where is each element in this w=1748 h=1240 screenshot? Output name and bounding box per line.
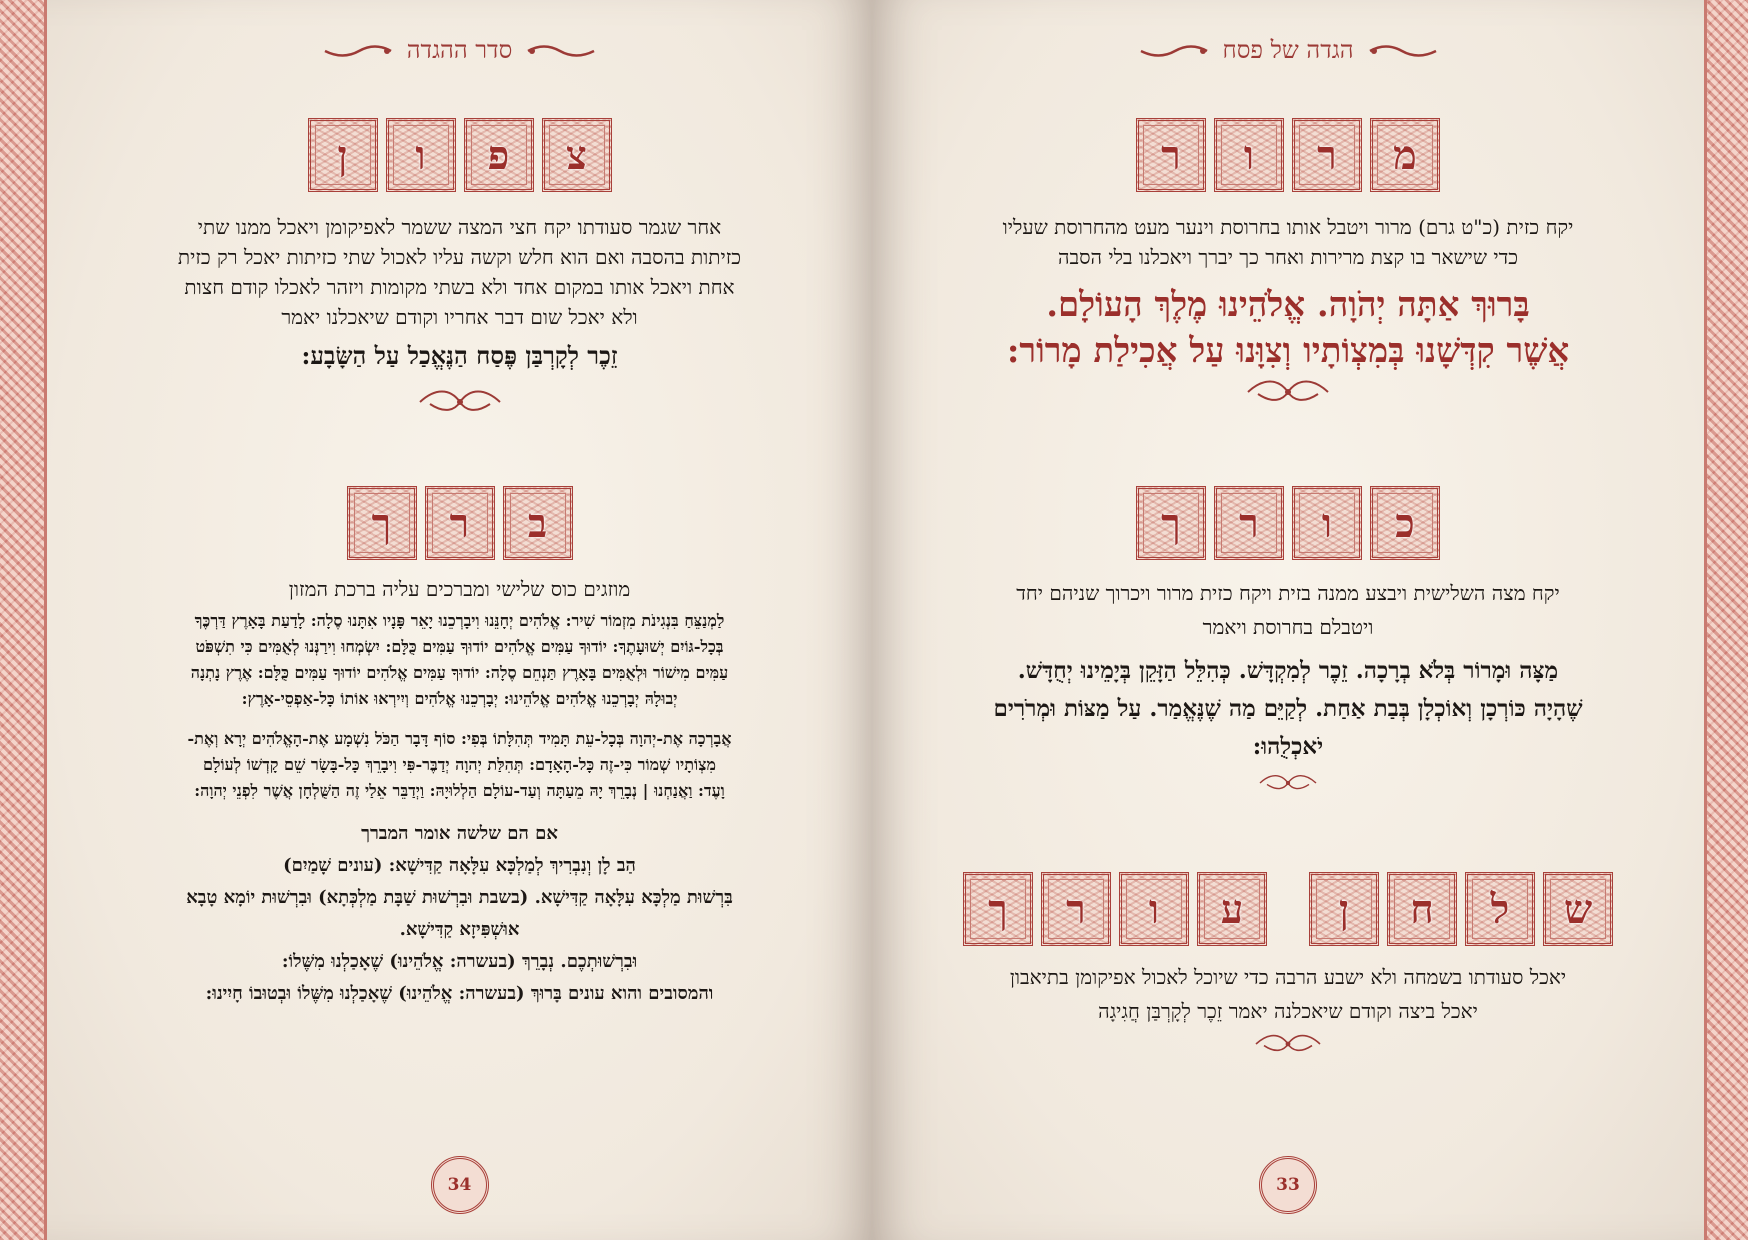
- maror-blessing: בָּרוּךְ אַתָּה יְהֹוָה. אֱלֹהֵינוּ מֶלֶךְ הָעוֹלָם. אֲשֶׁר קִדְּשָׁנוּ בְּמִצְוֹתָיו וְצִוָּנוּ עַל אֲכִילַת מָרוֹר:: [1006, 285, 1570, 371]
- shulchan-orech-section: [872, 872, 1704, 1056]
- letter-tile: מ: [1370, 118, 1440, 192]
- psalm-67: לַמְנַצֵּחַ בִּנְגִינֹת מִזְמוֹר שִׁיר: אֱלֹהִים יְחָנֵּנוּ וִיבָרְכֵנוּ יָאֵר פָּנָיו אִתָּנוּ סֶלָה: לָדַעַת בָּאָרֶץ דַּרְכֶּךָ בְּכָל-גּוֹיִם יְשׁוּעָתֶךָ: יוֹדוּךָ עַמִּים אֱלֹהִים יוֹדוּךָ עַמִּים כֻּלָּם: יִשְׂמְחוּ וִירַנְּנוּ לְאֻמִּים כִּי תִשְׁפֹּט עַמִּים מִישׁוֹר וּלְאֻמִּים בָּאָרֶץ תַּנְחֵם סֶלָה: יוֹדוּךָ עַמִּים אֱלֹהִים יוֹדוּךָ עַמִּים כֻּלָּם: אֶרֶץ נָתְנָה יְבוּלָהּ יְבָרְכֵנוּ אֱלֹהִים אֱלֹהֵינוּ: יְבָרְכֵנוּ אֱלֹהִים וְיִירְאוּ אוֹתוֹ כָּל-אַפְסֵי-אָרֶץ:: [190, 611, 729, 708]
- letter-tile: ו: [1119, 872, 1189, 946]
- letter-tile: ן: [308, 118, 378, 192]
- letter-tile: פ: [464, 118, 534, 192]
- barech-intro: מוזגים כוס שלישי ומברכים עליה ברכת המזון: [288, 577, 631, 601]
- letter-tile: ך: [347, 486, 417, 560]
- left-ornamental-border: [0, 0, 47, 1240]
- flourish-icon: [323, 44, 393, 58]
- letter-tile: ך: [1136, 486, 1206, 560]
- flourish-icon: [1368, 44, 1438, 58]
- ornament-divider: [872, 772, 1704, 794]
- flourish-icon: [1139, 44, 1209, 58]
- letter-tile: ר: [1041, 872, 1111, 946]
- zimun: אם הם שלשה אומר המברך הַב לָן וְנִבְרִיךְ לְמַלְכָּא עִלָּאָה קַדִּישָׁא: (עונים שָׁמַיִם) בִּרְשׁוּת מַלְכָּא עִלָּאָה קַדִּישָׁא. (בשבת וּבִרְשׁוּת שַׁבָּת מַלְכְּתָא) וּבִרְשׁוּת יוֹמָא טָבָא אוּשְׁפִּיזָא קַדִּישָׁא. וּבִרְשׁוּתְכֶם. נְבָרֵךְ (בעשרה: אֱלֹהֵינוּ) שֶׁאָכַלְנוּ מִשֶּׁלוֹ: והמסובים והוא עונים בָּרוּךְ (בעשרה: אֱלֹהֵינוּ) שֶׁאָכַלְנוּ מִשֶּׁלוֹ וּבְטוּבוֹ חָיִינוּ:: [186, 823, 733, 1004]
- letter-tile: ב: [503, 486, 573, 560]
- letter-tile: ר: [1214, 486, 1284, 560]
- letter-tile: ל: [1465, 872, 1535, 946]
- letter-tile: ח: [1387, 872, 1457, 946]
- ornament-divider: [47, 388, 872, 416]
- ornament-icon: [410, 388, 510, 416]
- letter-tile: ך: [963, 872, 1033, 946]
- letter-tile: ר: [1292, 118, 1362, 192]
- letter-tile: ו: [1214, 118, 1284, 192]
- psalm-34: אֲבָרְכָה אֶת-יְהוָה בְּכָל-עֵת תָּמִיד תְּהִלָּתוֹ בְּפִי: סוֹף דָּבָר הַכֹּל נִשְׁמָע אֶת-הָאֱלֹהִים יְרָא וְאֶת- מִצְוֹתָיו שְׁמוֹר כִּי-זֶה כָּל-הָאָדָם: תְּהִלַּת יְהוָה יְדַבֶּר-פִּי וִיבָרֵךְ כָּל-בָּשָׂר שֵׁם קָדְשׁוֹ לְעוֹלָם וָעֶד: וַאֲנַחְנוּ | נְבָרֵךְ יָהּ מֵעַתָּה וְעַד-עוֹלָם הַלְלוּיָהּ: וַיְדַבֵּר אֵלַי זֶה הַשֻּׁלְחָן אֲשֶׁר לִפְנֵי יְהוָה:: [187, 729, 732, 800]
- right-page: [872, 0, 1704, 1240]
- letter-tile: ו: [386, 118, 456, 192]
- left-page: [47, 0, 872, 1240]
- tzafun-instructions: אחר שגמר סעודתו יקח חצי המצה ששמר לאפיקומן ויאכל ממנו שתי כזיתות בהסבה ואם הוא חלש וקשה עליו לאכול שתי כזיתות יאכל רק כזית אחת ויאכל אותו במקום אחד ולא בשתי מקומות ויזהר לאכלו קודם חצות ולא יאכל שום דבר אחריו וקודם שיאכלנו יאמר: [177, 215, 742, 329]
- letter-tile: ן: [1309, 872, 1379, 946]
- letter-tile: ר: [1136, 118, 1206, 192]
- header-title: סדר ההגדה: [406, 36, 513, 64]
- ornament-divider: [872, 1032, 1704, 1056]
- shulchan-orech-instructions: יאכל סעודתו בשמחה ולא ישבע הרבה כדי שיוכל לאכול אפיקומן בתיאבון יאכל ביצה וקודם שיאכלנה יאמר זֵכֶר לְקָרְבַּן חֲגִיגָה: [1009, 965, 1567, 1023]
- tzafun-recital: זֵכֶר לְקָרְבַּן פֶּסַח הַנֶּאֱכַל עַל הַשָּׂבָע:: [301, 341, 618, 370]
- ornament-icon: [1238, 378, 1338, 406]
- ornament-icon: [1253, 772, 1323, 794]
- letter-tile: כ: [1370, 486, 1440, 560]
- right-ornamental-border: [1704, 0, 1748, 1240]
- barech-title-tiles: [47, 486, 872, 560]
- running-head-left: [47, 36, 872, 65]
- ornament-icon: [1248, 1032, 1328, 1056]
- maror-title-tiles: [872, 118, 1704, 192]
- letter-tile: צ: [542, 118, 612, 192]
- ornament-divider: [872, 378, 1704, 406]
- letter-tile: ש: [1543, 872, 1613, 946]
- letter-tile: ע: [1197, 872, 1267, 946]
- maror-instructions: יקח כזית (כ"ט גרם) מרור ויטבל אותו בחרוסת וינער מעט מהחרוסת שעליו כדי שישאר בו קצת מרירות ואחר כך יברך ויאכלנו בלי הסבה: [1002, 215, 1574, 269]
- shulchan-orech-title-tiles: [872, 872, 1704, 946]
- page-number: 34: [431, 1156, 489, 1214]
- korech-recital: מַצָּה וּמָרוֹר בְּלֹא בְרָכָה. זֵכֶר לְמִקְדָּשׁ. כְּהִלֵּל הַזָּקֵן בְּיָמֵינוּ יְחֻדָּשׁ. שֶׁהָיָה כּוֹרְכָן וְאוֹכְלָן בְּבַת אַחַת. לְקַיֵּם מַה שֶׁנֶּאֱמַר. עַל מַצּוֹת וּמְרֹרִים יֹאכְלֻהוּ:: [993, 657, 1583, 760]
- flourish-icon: [526, 44, 596, 58]
- korech-section: [872, 486, 1704, 794]
- korech-instructions: יקח מצה השלישית ויבצע ממנה בזית ויקח כזית מרור ויכרוך שניהם יחד ויטבלם בחרוסת ויאמר: [1016, 581, 1560, 639]
- korech-title-tiles: [872, 486, 1704, 560]
- letter-tile: ו: [1292, 486, 1362, 560]
- tzafun-title-tiles: [47, 118, 872, 192]
- letter-tile: ר: [425, 486, 495, 560]
- running-head-right: [872, 36, 1704, 65]
- page-number: 33: [1259, 1156, 1317, 1214]
- maror-section: [872, 118, 1704, 406]
- header-title: הגדה של פסח: [1222, 36, 1354, 64]
- barech-section: [47, 486, 872, 1010]
- tzafun-section: [47, 118, 872, 416]
